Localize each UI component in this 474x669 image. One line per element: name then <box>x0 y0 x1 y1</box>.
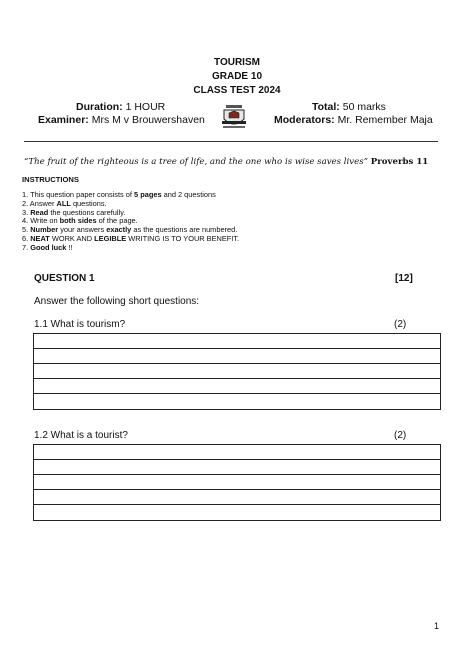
answer-box-1-2[interactable] <box>33 444 441 521</box>
answer-line[interactable] <box>34 475 440 490</box>
school-crest-icon <box>220 105 248 131</box>
quote-text: “The fruit of the righteous is a tree of life, and the one who is wise saves lives” <box>24 157 369 167</box>
duration-value: 1 HOUR <box>122 101 166 113</box>
question-1-2-label: 1.2 What is a tourist? <box>34 430 128 441</box>
duration <box>76 101 165 113</box>
header-divider <box>24 141 438 142</box>
grade-title: GRADE 10 <box>211 71 262 82</box>
instruction-item: 1. This question paper consists of 5 pages and 2 questions <box>22 190 216 199</box>
answer-line[interactable] <box>34 349 440 364</box>
test-title: CLASS TEST 2024 <box>193 85 281 96</box>
subject-title: TOURISM <box>214 57 260 68</box>
answer-line[interactable] <box>34 334 440 349</box>
moderators-value: Mr. Remember Maja <box>334 114 433 126</box>
instructions-list <box>22 191 239 253</box>
question-1-marks: [12] <box>395 273 413 284</box>
examiner-label: Examiner: <box>38 114 89 126</box>
question-1-1-marks: (2) <box>394 319 407 330</box>
total <box>312 101 386 113</box>
instruction-item: 5. Number your answers exactly as the questions are numbered. <box>22 225 238 235</box>
moderators <box>274 114 433 126</box>
question-1-title: QUESTION 1 <box>34 273 95 284</box>
question-1-1-label: 1.1 What is tourism? <box>34 319 126 330</box>
proverb-quote <box>24 157 428 167</box>
question-1-2-marks: (2) <box>394 430 407 441</box>
examiner-value: Mrs M v Brouwershaven <box>88 114 205 126</box>
instruction-item: 3. Read the questions carefully. <box>22 207 126 217</box>
duration-label: Duration: <box>76 101 123 113</box>
instruction-item: 4. Write on both sides of the page. <box>22 216 138 226</box>
answer-line[interactable] <box>34 505 440 520</box>
instruction-item: 6. NEAT WORK AND LEGIBLE WRITING IS TO YOUR BENEFIT. <box>22 233 240 243</box>
answer-line[interactable] <box>34 394 440 409</box>
question-1-intro: Answer the following short questions: <box>34 296 200 307</box>
instructions-heading: INSTRUCTIONS <box>22 175 79 184</box>
answer-line[interactable] <box>34 379 440 394</box>
answer-line[interactable] <box>34 460 440 475</box>
instruction-item: 2. Answer ALL questions. <box>22 198 107 208</box>
answer-box-1-1[interactable] <box>33 333 441 410</box>
total-label: Total: <box>312 101 340 113</box>
examiner <box>38 114 205 126</box>
total-value: 50 marks <box>339 101 386 113</box>
answer-line[interactable] <box>34 490 440 505</box>
quote-reference: Proverbs 11 <box>370 157 429 167</box>
page-number: 1 <box>434 621 440 631</box>
answer-line[interactable] <box>34 364 440 379</box>
answer-line[interactable] <box>34 445 440 460</box>
moderators-label: Moderators: <box>274 114 335 126</box>
instruction-item: 7. Good luck !! <box>22 242 73 252</box>
